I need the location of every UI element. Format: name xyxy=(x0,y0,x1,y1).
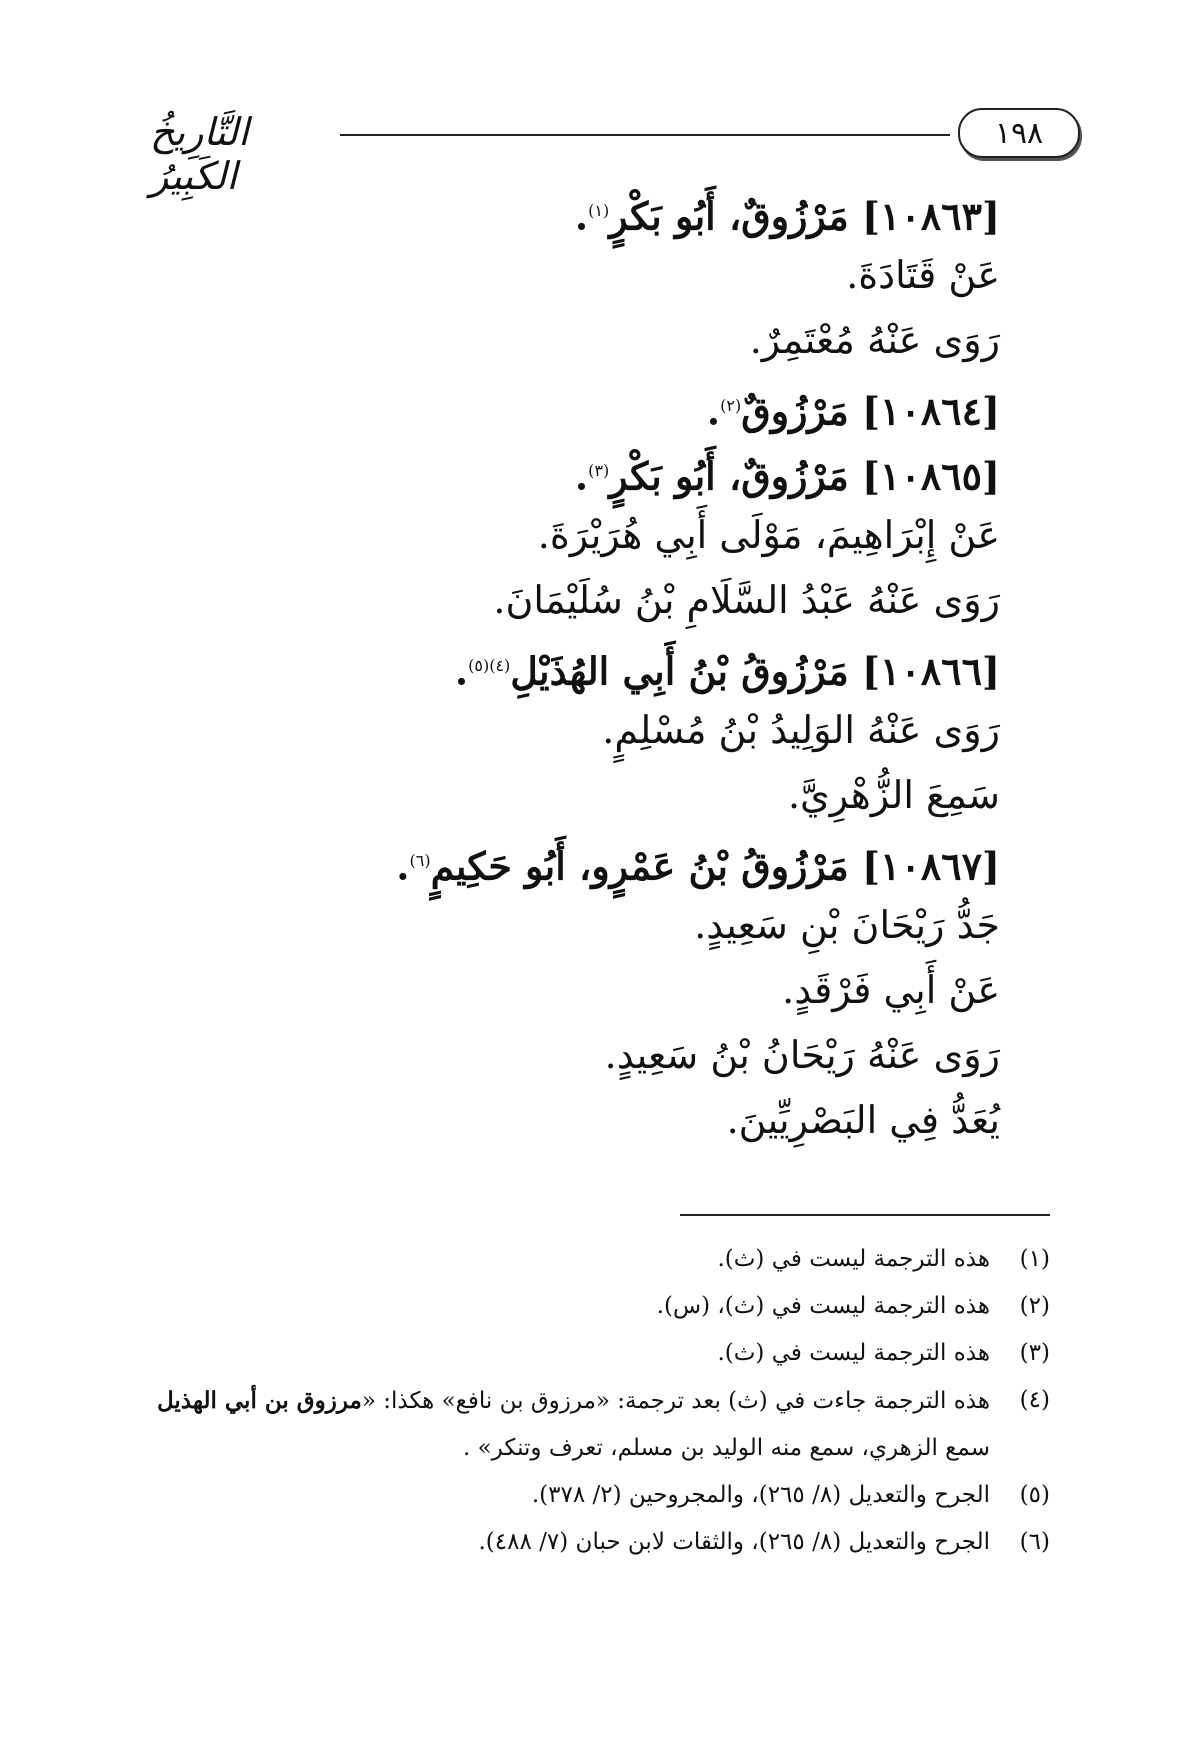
footnote-number: (٥) xyxy=(1019,1482,1050,1508)
entry-line: عَنْ قَتَادَةَ. xyxy=(846,253,1000,297)
entry-text: [١٠٨٦٥] مَرْزُوقٌ، أَبُو بَكْرٍ xyxy=(609,453,1000,499)
book-title: التَّارِيخُ الكَبِيرُ xyxy=(150,110,249,198)
page-header xyxy=(150,108,1080,198)
footnote-number: (٢) xyxy=(1019,1293,1050,1319)
entry-end: . xyxy=(574,453,589,499)
footnotes xyxy=(145,1236,1050,1566)
entry-line: جَدُّ رَيْحَانَ بْنِ سَعِيدٍ. xyxy=(694,903,1000,947)
entry-heading xyxy=(180,828,1000,893)
entry-line: رَوَى عَنْهُ عَبْدُ السَّلَامِ بْنُ سُلَيْمَانَ. xyxy=(493,578,1000,622)
footnote-text: هذه الترجمة ليست في (ث). xyxy=(717,1340,990,1366)
footnote-number: (٣) xyxy=(1019,1340,1050,1366)
footnote-text: هذه الترجمة ليست في (ث)، (س). xyxy=(656,1293,990,1319)
entry-heading xyxy=(180,438,1000,503)
entry-end: . xyxy=(454,648,469,694)
footnote-item xyxy=(145,1519,1050,1566)
footnote-mark: (٦) xyxy=(409,851,431,870)
footnote-mark: (٢) xyxy=(720,396,742,415)
page-number: ١٩٨ xyxy=(958,108,1080,158)
main-text xyxy=(180,178,1000,1153)
entry-line: رَوَى عَنْهُ رَيْحَانُ بْنُ سَعِيدٍ. xyxy=(604,1033,1000,1077)
footnote-item xyxy=(145,1330,1050,1377)
entry-end: . xyxy=(396,843,410,889)
entry-line: يُعَدُّ فِي البَصْرِيِّينَ. xyxy=(726,1098,1000,1142)
footnote-text: الجرح والتعديل (٨/ ٢٦٥)، والمجروحين (٢/ ٣٧٨). xyxy=(531,1482,990,1508)
entry-end: . xyxy=(706,388,721,434)
footnote-divider xyxy=(680,1214,1050,1216)
entry-end: . xyxy=(574,193,589,239)
footnote-number: (١) xyxy=(1019,1246,1050,1272)
entry-heading xyxy=(180,633,1000,698)
footnote-text: الجرح والتعديل (٨/ ٢٦٥)، والثقات لابن حبان (٧/ ٤٨٨). xyxy=(478,1529,990,1555)
footnote-mark: (٣) xyxy=(588,461,610,480)
entry-heading xyxy=(180,373,1000,438)
entry-text: [١٠٨٦٦] مَرْزُوقُ بْنُ أَبِي الهُذَيْلِ xyxy=(510,648,1000,694)
footnote-item xyxy=(145,1283,1050,1330)
entry-line: عَنْ أَبِي فَرْقَدٍ. xyxy=(782,968,1000,1012)
header-divider xyxy=(340,134,950,136)
footnote-mark: (١) xyxy=(588,201,610,220)
footnote-number: (٤) xyxy=(1019,1387,1050,1413)
footnote-item xyxy=(145,1236,1050,1283)
entry-text: [١٠٨٦٧] مَرْزُوقُ بْنُ عَمْرٍو، أَبُو حَكِيمٍ xyxy=(430,843,1000,889)
entry-text: [١٠٨٦٣] مَرْزُوقٌ، أَبُو بَكْرٍ xyxy=(609,193,1000,239)
footnote-number: (٦) xyxy=(1019,1529,1050,1555)
entry-heading xyxy=(180,178,1000,243)
entry-line: عَنْ إِبْرَاهِيمَ، مَوْلَى أَبِي هُرَيْرَةَ. xyxy=(537,513,1000,557)
entry-line: رَوَى عَنْهُ مُعْتَمِرٌ. xyxy=(749,318,1000,362)
footnote-text-part: هذه الترجمة جاءت في (ث) بعد ترجمة: «مرزوق بن نافع» هكذا: « xyxy=(361,1388,990,1414)
footnote-text xyxy=(145,1377,990,1425)
footnote-bold-name: مرزوق بن أبي الهذيل xyxy=(156,1387,362,1414)
entry-text: [١٠٨٦٤] مَرْزُوقٌ xyxy=(741,388,1000,434)
footnote-continuation: سمع الزهري، سمع منه الوليد بن مسلم، تعرف وتنكر» . xyxy=(463,1435,990,1461)
footnote-item xyxy=(145,1472,1050,1519)
footnote-mark: (٤)(٥) xyxy=(468,656,511,675)
entry-line: سَمِعَ الزُّهْرِيَّ. xyxy=(787,773,1000,817)
footnote-item xyxy=(145,1377,1050,1425)
footnote-text: هذه الترجمة ليست في (ث). xyxy=(717,1246,990,1272)
entry-line: رَوَى عَنْهُ الوَلِيدُ بْنُ مُسْلِمٍ. xyxy=(602,708,1000,752)
